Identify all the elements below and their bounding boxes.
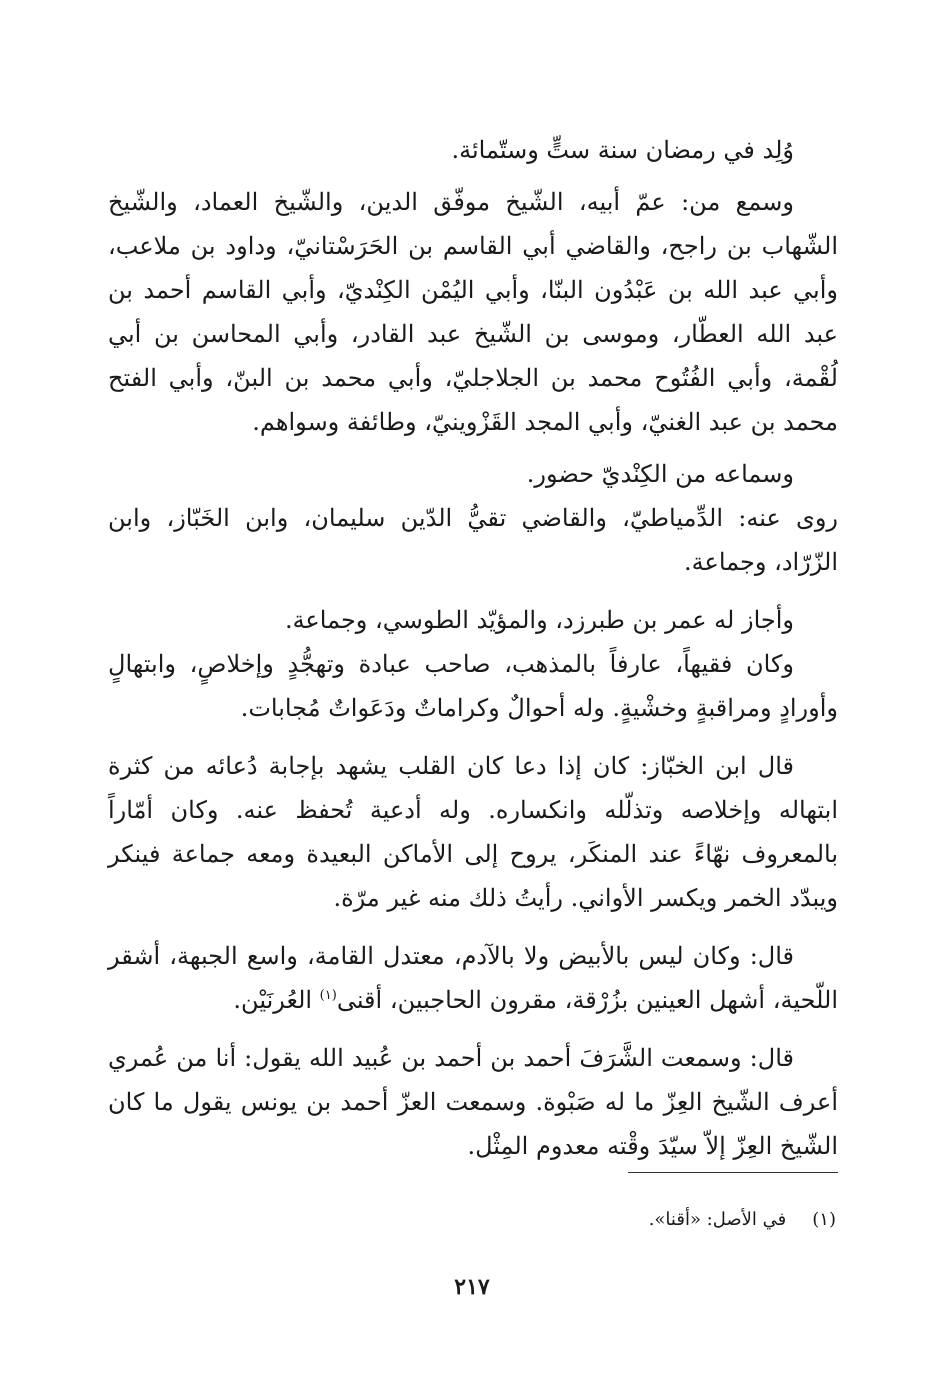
paragraph-narrators: روى عنه: الدِّمياطيّ، والقاضي تقيُّ الدّين سليمان، وابن الخَبّاز، وابن الزّرّاد، وجماعة. [108,504,838,576]
description-text-end: العُرنَيْن. [233,986,320,1014]
paragraph-licensers: وأجاز له عمر بن طبرزد، والمؤيّد الطوسي، وجماعة. [284,606,794,634]
footnote-marker: (١) [319,988,337,1003]
paragraph-teachers: وسمع من: عمّ أبيه، الشّيخ موفّق الدين، والشّيخ العماد، والشّيخ الشّهاب بن راجح، والقاضي أبي القاسم بن الحَرَسْتانيّ، وداود بن ملاعب، وأبي عبد الله بن عَبْدُون البنّا، وأبي اليُمْن الكِنْديّ، وأبي القاسم أحمد بن عبد الله العطّار، وموسى بن الشّيخ عبد القادر، وأبي المحاسن بن أبي لُقْمة، وأبي الفُتُوح محمد بن الجلاجليّ، وأبي محمد بن البنّ، وأبي الفتح محمد بن عبد الغنيّ، وأبي المجد القَزْوينيّ، وطائفة وسواهم. [108,188,838,436]
paragraph-sharaf: قال: وسمعت الشَّرَفَ أحمد بن أحمد بن عُبيد الله يقول: أنا من عُمري أعرف الشّيخ العِزّ ما له صَبْوة. وسمعت العزّ أحمد بن يونس يقول ما كان الشّيخ العِزّ إلاّ سيّدَ وقْته معدوم المِثْل. [108,1044,838,1160]
footnote-text: في الأصل: «أقنا». [648,1209,787,1230]
footnote-divider [628,1172,838,1173]
paragraph-kindi-attendance: وسماعه من الكِنْديّ حضور. [526,460,794,488]
description-text: قال: وكان ليس بالأبيض ولا بالآدم، معتدل القامة، واسع الجبهة، أشقر اللّحية، أشهل العينين بزُرْقة، مقرون الحاجبين، أقنى [108,942,838,1014]
page-body [108,128,838,1168]
footnote [336,1206,836,1234]
paragraph-description [108,934,838,1022]
page-number: ٢١٧ [454,1274,490,1300]
paragraph-character: وكان فقيهاً، عارفاً بالمذهب، صاحب عبادة وتهجُّدٍ وإخلاصٍ، وابتهالٍ وأورادٍ ومراقبةٍ وخشْيةٍ. وله أحوالٌ وكراماتٌ ودَعَواتٌ مُجابات. [108,650,838,722]
paragraph-birth: وُلِد في رمضان سنة ستٍّ وستّمائة. [451,136,794,164]
paragraph-ibn-khabbaz: قال ابن الخبّاز: كان إذا دعا كان القلب يشهد بإجابة دُعائه من كثرة ابتهاله وإخلاصه وتذلّله وانكساره. وله أدعية تُحفظ عنه. وكان أمّاراً بالمعروف نهّاءً عند المنكَر، يروح إلى الأماكن البعيدة ومعه جماعة فينكر ويبدّد الخمر ويكسر الأواني. رأيتُ ذلك منه غير مرّة. [108,752,838,912]
footnote-number: (١) [812,1209,836,1230]
